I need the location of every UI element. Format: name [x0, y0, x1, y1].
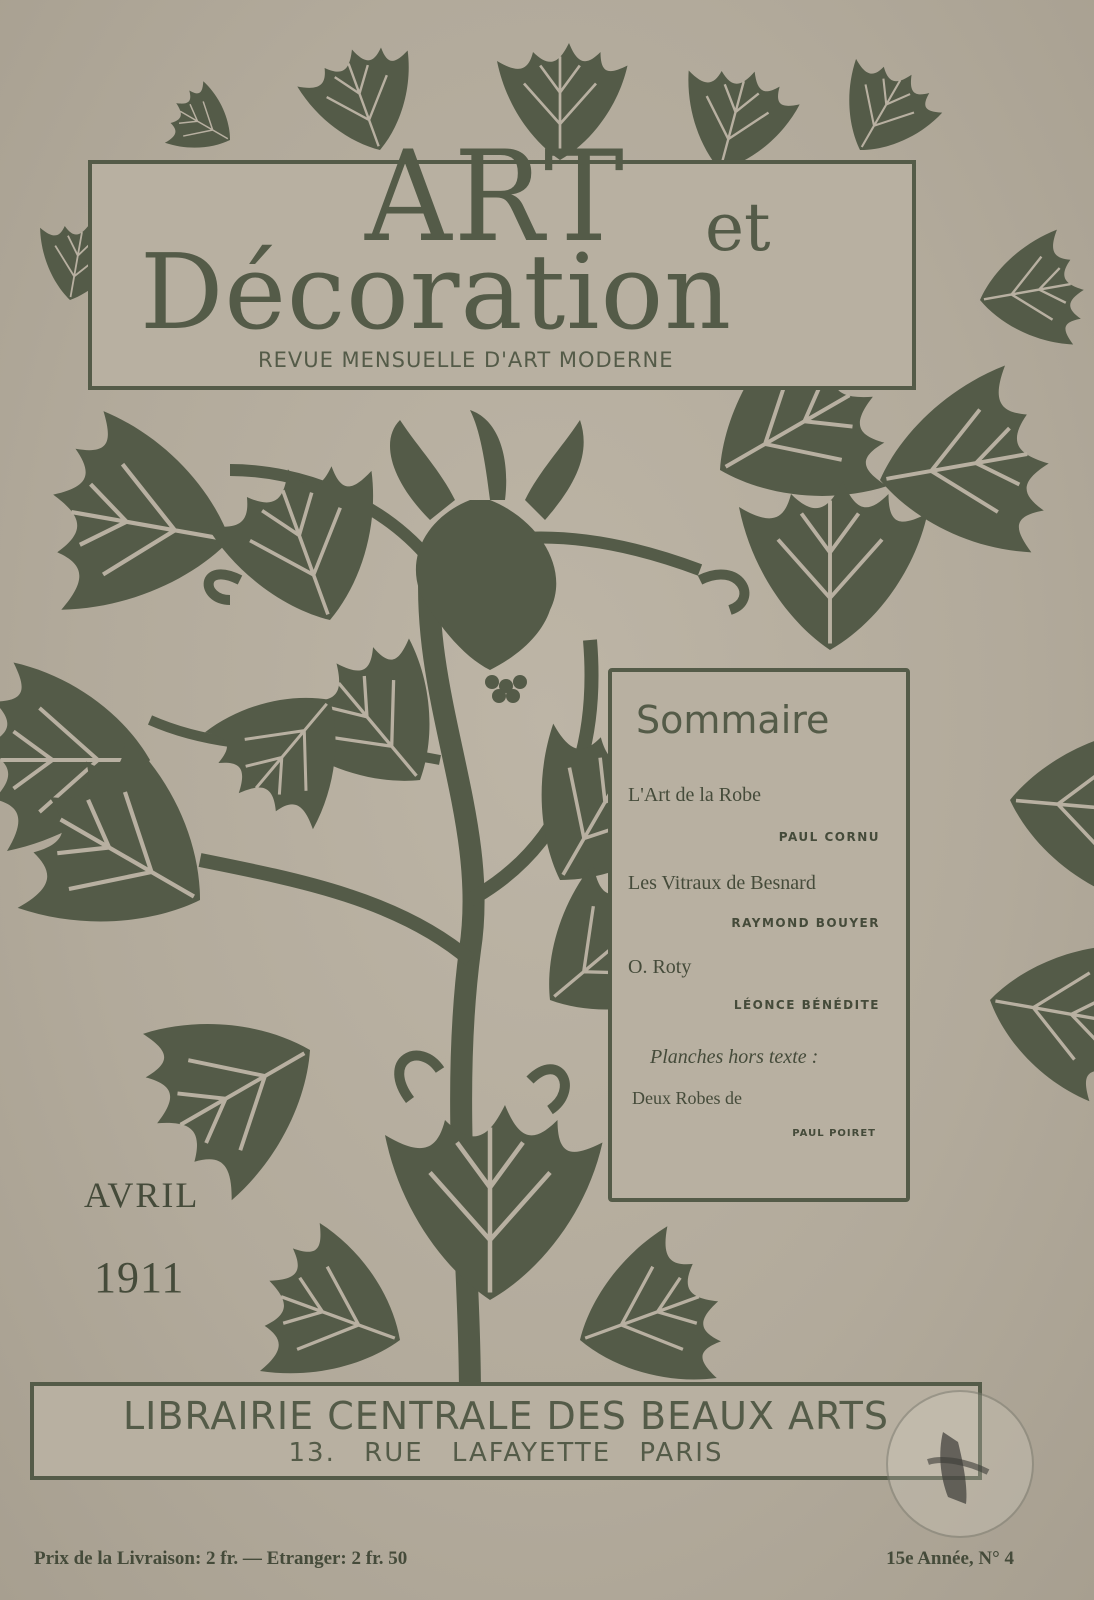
columbine-flower [390, 410, 584, 703]
plates-author: PAUL POIRET [792, 1128, 876, 1139]
publisher-name: LIBRAIRIE CENTRALE DES BEAUX ARTS [123, 1394, 889, 1438]
article-author: PAUL CORNU [778, 830, 880, 844]
publisher-address: 13. RUE LAFAYETTE PARIS [288, 1438, 724, 1468]
article-author: RAYMOND BOUYER [731, 916, 880, 930]
article-title: L'Art de la Robe [628, 784, 762, 806]
issue-year: 1911 [94, 1253, 185, 1302]
subtitle: REVUE MENSUELLE D'ART MODERNE [258, 348, 674, 372]
library-stamp-icon [886, 1390, 1034, 1538]
sommaire-box [608, 668, 910, 1202]
article-title: O. Roty [628, 956, 692, 978]
title-art: ART [365, 124, 626, 271]
article-title: Les Vitraux de Besnard [628, 872, 816, 894]
plates-label: Planches hors texte : [650, 1046, 819, 1068]
price-line: Prix de la Livraison: 2 fr. — Etranger: 2 fr. 50 [34, 1548, 408, 1569]
issue-number: 15e Année, N° 4 [886, 1548, 1014, 1569]
title-et: et [705, 189, 771, 266]
article-author: LÉONCE BÉNÉDITE [733, 998, 880, 1012]
sommaire-heading: Sommaire [636, 698, 830, 742]
publisher-box [30, 1382, 982, 1480]
plates-title: Deux Robes de [632, 1088, 742, 1108]
issue-month: AVRIL [84, 1175, 200, 1215]
title-decoration: Décoration [140, 231, 733, 353]
